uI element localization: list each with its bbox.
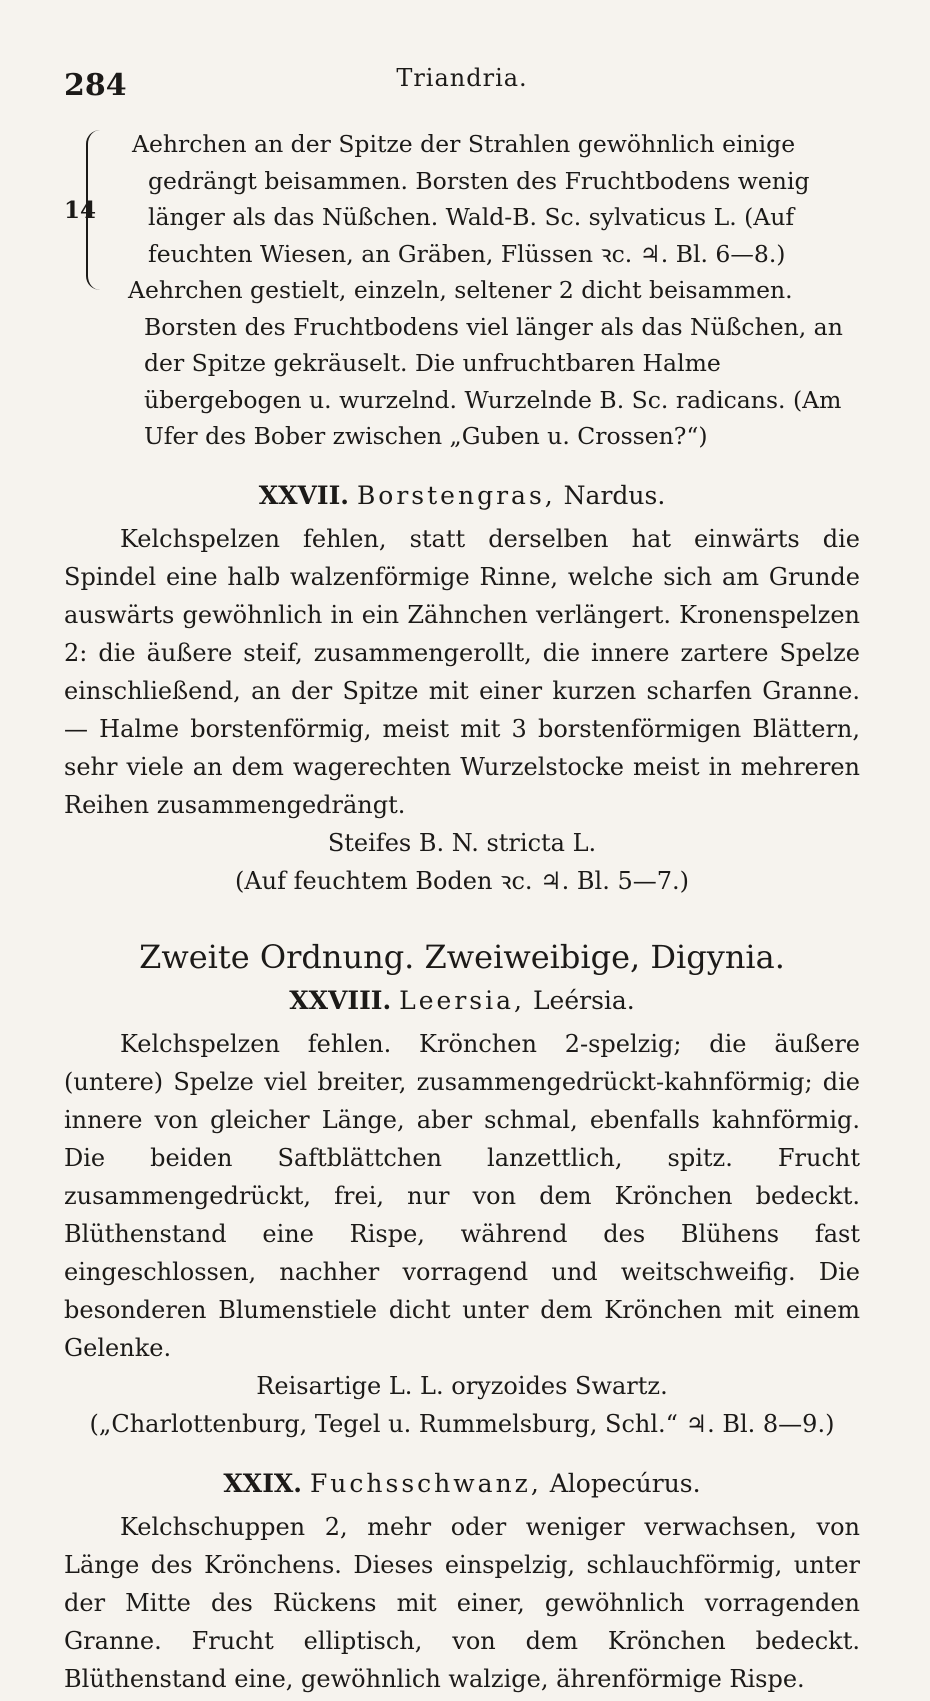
genus-name: Borstengras,: [356, 480, 556, 510]
genus-numeral: XXVIII.: [289, 985, 392, 1015]
page-header: [64, 60, 860, 106]
genus-description: Kelchspelzen fehlen. Krönchen 2-spelzig; die äußere (untere) Spelze viel breiter, zusammengedrückt-kahnförmig; die innere von gleicher Länge, aber schmal, ebenfalls kahnförmig. Die beiden Saftblättchen lanzettlich, spitz. Frucht zusammengedrückt, frei, nur von dem Krönchen bedeckt. Blüthenstand eine Rispe, während des Blühens fast eingeschlossen, nachher vorragend und weitschweifig. Die besonderen Blumenstiele dicht unter dem Krönchen mit einem Gelenke.: [64, 1029, 860, 1362]
genus-heading: [64, 986, 860, 1015]
genus-name: Leersia,: [399, 985, 525, 1015]
genus-latin: Leérsia.: [532, 985, 635, 1015]
order-heading: Zweite Ordnung. Zweiweibige, Digynia.: [139, 937, 785, 976]
key-entry: Aehrchen gestielt, einzeln, seltener 2 dicht beisammen. Borsten des Fruchtbodens viel länger als das Nüßchen, an der Spitze gekräuselt. Die unfruchtbaren Halme übergebogen u. wurzelnd. Wurzelnde B. Sc. radicans. (Am Ufer des Bober zwischen „Guben u. Crossen?“): [128, 276, 843, 450]
genus-numeral: XXVII.: [258, 480, 349, 510]
genus-description: Kelchschuppen 2, mehr oder weniger verwachsen, von Länge des Krönchens. Dieses einspelzig, schlauchförmig, unter der Mitte des Rückens mit einer, gewöhnlich vorragenden Granne. Frucht elliptisch, von dem Krönchen bedeckt. Blüthenstand eine, gewöhnlich walzige, ährenförmige Rispe.: [64, 1512, 860, 1693]
habitat-line: („Charlottenburg, Tegel u. Rummelsburg, Schl.“ ♃. Bl. 8—9.): [89, 1409, 835, 1438]
page-number: 284: [64, 68, 127, 103]
genus-numeral: XXIX.: [223, 1468, 302, 1498]
genus-heading: [64, 481, 860, 510]
species-line: Reisartige L. L. oryzoides Swartz.: [256, 1371, 668, 1400]
brace-mark: [86, 130, 102, 290]
habitat-line: (Auf feuchtem Boden ꝛc. ♃. Bl. 5—7.): [234, 866, 690, 895]
genus-latin: Nardus.: [563, 480, 666, 510]
key-entry: Aehrchen an der Spitze der Strahlen gewöhnlich einige gedrängt beisammen. Borsten des Fruchtbodens wenig länger als das Nüßchen. Wald-B. Sc. sylvaticus L. (Auf feuchten Wiesen, an Gräben, Flüssen ꝛc. ♃. Bl. 6—8.): [132, 130, 810, 268]
genus-name: Fuchsschwanz,: [309, 1468, 542, 1498]
genus-description: Kelchspelzen fehlen, statt derselben hat einwärts die Spindel eine halb walzenförmige Rinne, welche sich am Grunde auswärts gewöhnlich in ein Zähnchen verlängert. Kronenspelzen 2: die äußere steif, zusammengerollt, die innere zartere Spelze einschließend, an der Spitze mit einer kurzen scharfen Granne. — Halme borstenförmig, meist mit 3 borstenförmigen Blättern, sehr viele an dem wagerechten Wurzelstocke meist in mehreren Reihen zusammengedrängt.: [64, 524, 860, 819]
genus-heading: [64, 1469, 860, 1498]
key-number: 14: [64, 197, 97, 224]
running-title: Triandria.: [396, 64, 528, 92]
identification-key: [64, 126, 860, 455]
species-line: Steifes B. N. stricta L.: [327, 828, 597, 857]
genus-latin: Alopecúrus.: [549, 1468, 701, 1498]
